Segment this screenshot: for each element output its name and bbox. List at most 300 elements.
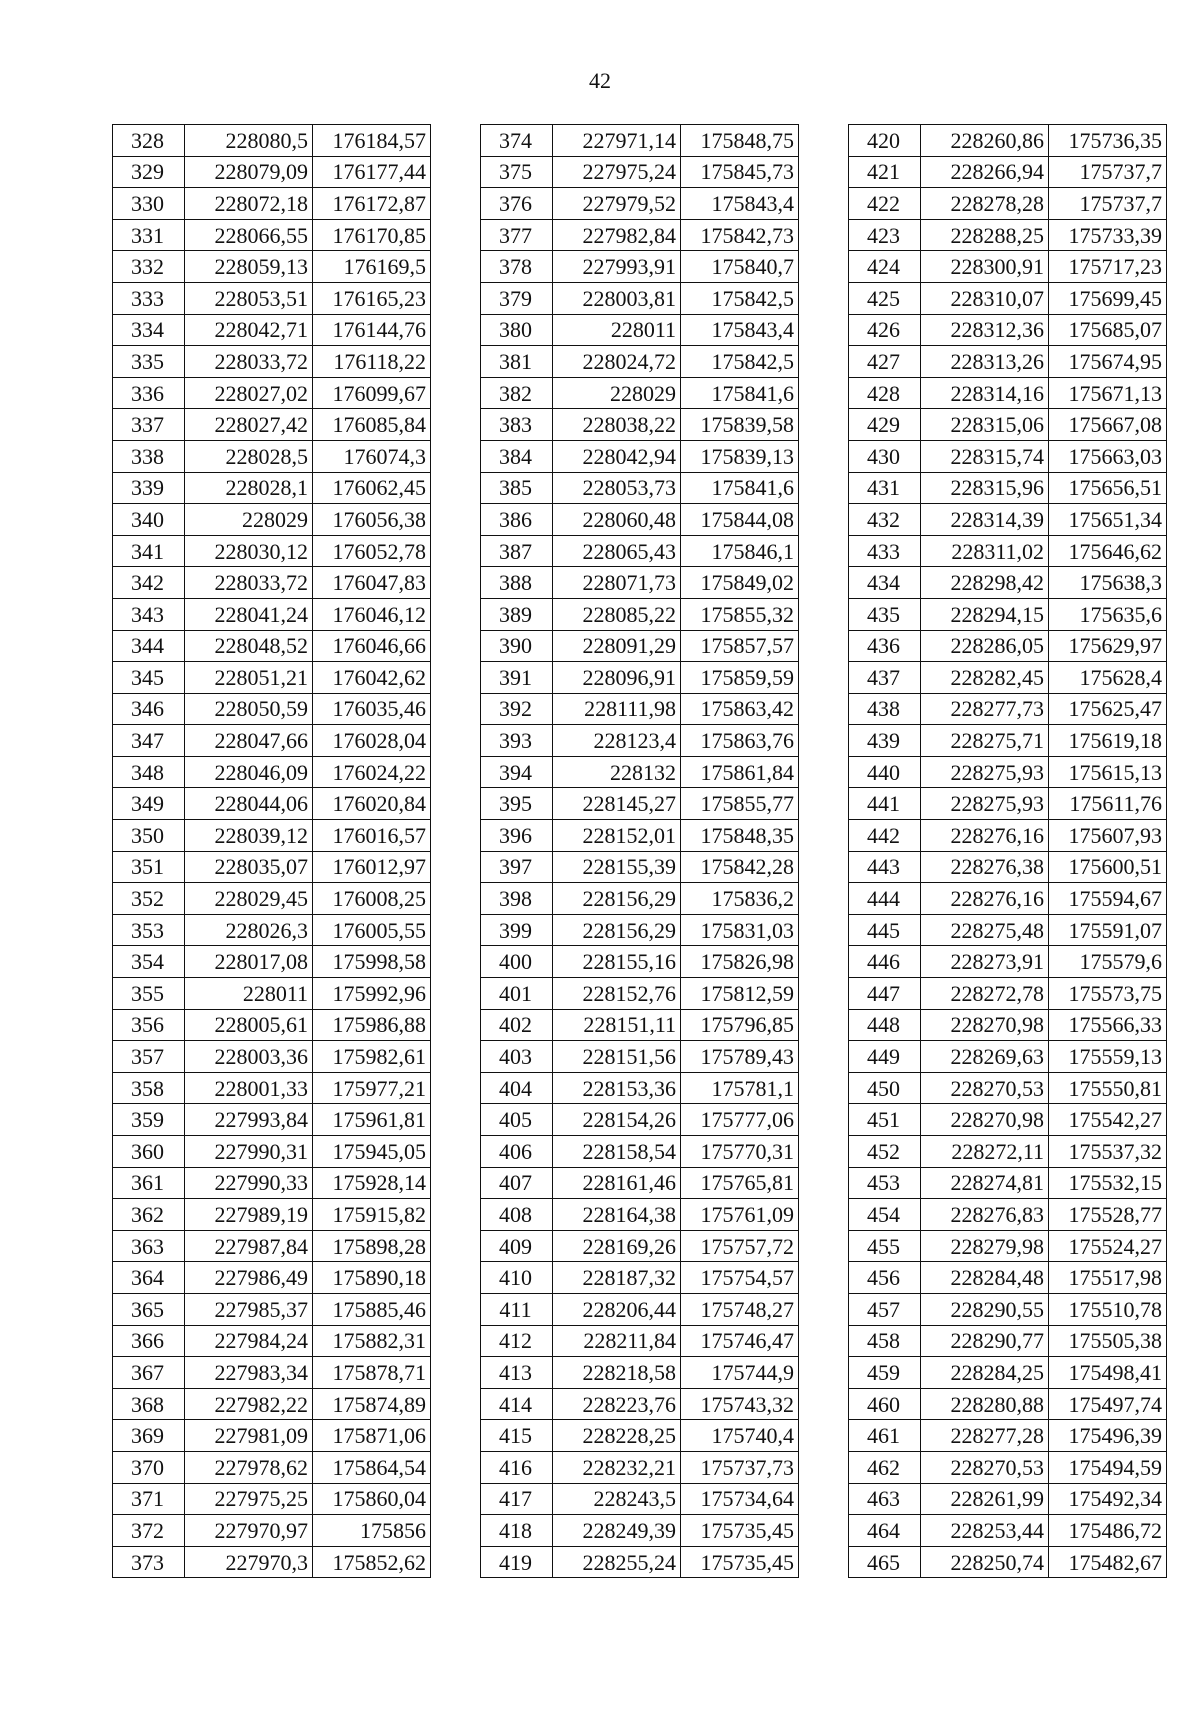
x-coordinate-cell: 228280,88 <box>921 1388 1049 1420</box>
point-number-cell: 424 <box>849 251 921 283</box>
x-coordinate-cell: 227982,22 <box>185 1388 313 1420</box>
x-coordinate-cell: 228096,91 <box>553 662 681 694</box>
point-number-cell: 393 <box>481 725 553 757</box>
x-coordinate-cell: 228169,26 <box>553 1230 681 1262</box>
point-number-cell: 441 <box>849 788 921 820</box>
table-row <box>113 472 431 504</box>
x-coordinate-cell: 228288,25 <box>921 219 1049 251</box>
point-number-cell: 367 <box>113 1357 185 1389</box>
point-number-cell: 407 <box>481 1167 553 1199</box>
point-number-cell: 374 <box>481 125 553 157</box>
table-row <box>849 125 1167 157</box>
x-coordinate-cell: 228274,81 <box>921 1167 1049 1199</box>
table-row <box>849 1546 1167 1578</box>
table-row <box>481 156 799 188</box>
x-coordinate-cell: 228253,44 <box>921 1515 1049 1547</box>
y-coordinate-cell: 175496,39 <box>1049 1420 1167 1452</box>
table-row <box>849 883 1167 915</box>
point-number-cell: 449 <box>849 1041 921 1073</box>
table-row <box>849 504 1167 536</box>
point-number-cell: 361 <box>113 1167 185 1199</box>
y-coordinate-cell: 176056,38 <box>313 504 431 536</box>
table-row <box>481 1325 799 1357</box>
x-coordinate-cell: 228145,27 <box>553 788 681 820</box>
y-coordinate-cell: 175945,05 <box>313 1136 431 1168</box>
x-coordinate-cell: 228091,29 <box>553 630 681 662</box>
table-row <box>113 978 431 1010</box>
y-coordinate-cell: 175845,73 <box>681 156 799 188</box>
y-coordinate-cell: 175505,38 <box>1049 1325 1167 1357</box>
point-number-cell: 419 <box>481 1546 553 1578</box>
y-coordinate-cell: 176099,67 <box>313 377 431 409</box>
point-number-cell: 373 <box>113 1546 185 1578</box>
y-coordinate-cell: 175625,47 <box>1049 693 1167 725</box>
table-row <box>481 1199 799 1231</box>
y-coordinate-cell: 175629,97 <box>1049 630 1167 662</box>
table-row <box>849 820 1167 852</box>
table-row <box>849 1483 1167 1515</box>
point-number-cell: 363 <box>113 1230 185 1262</box>
point-number-cell: 345 <box>113 662 185 694</box>
y-coordinate-cell: 175915,82 <box>313 1199 431 1231</box>
table-row <box>481 820 799 852</box>
x-coordinate-cell: 228187,32 <box>553 1262 681 1294</box>
y-coordinate-cell: 175863,42 <box>681 693 799 725</box>
y-coordinate-cell: 176005,55 <box>313 914 431 946</box>
table-row <box>481 535 799 567</box>
y-coordinate-cell: 176184,57 <box>313 125 431 157</box>
point-number-cell: 377 <box>481 219 553 251</box>
table-row <box>481 978 799 1010</box>
table-row <box>481 1072 799 1104</box>
x-coordinate-cell: 227990,33 <box>185 1167 313 1199</box>
x-coordinate-cell: 227993,84 <box>185 1104 313 1136</box>
y-coordinate-cell: 175842,73 <box>681 219 799 251</box>
table-row <box>113 1009 431 1041</box>
point-number-cell: 356 <box>113 1009 185 1041</box>
y-coordinate-cell: 175789,43 <box>681 1041 799 1073</box>
y-coordinate-cell: 175757,72 <box>681 1230 799 1262</box>
point-number-cell: 389 <box>481 598 553 630</box>
point-number-cell: 395 <box>481 788 553 820</box>
table-row <box>481 693 799 725</box>
y-coordinate-cell: 176047,83 <box>313 567 431 599</box>
x-coordinate-cell: 228250,74 <box>921 1546 1049 1578</box>
point-number-cell: 334 <box>113 314 185 346</box>
point-number-cell: 440 <box>849 756 921 788</box>
x-coordinate-cell: 228038,22 <box>553 409 681 441</box>
y-coordinate-cell: 175863,76 <box>681 725 799 757</box>
table-row <box>481 440 799 472</box>
point-number-cell: 359 <box>113 1104 185 1136</box>
y-coordinate-cell: 176035,46 <box>313 693 431 725</box>
point-number-cell: 380 <box>481 314 553 346</box>
y-coordinate-cell: 175992,96 <box>313 978 431 1010</box>
x-coordinate-cell: 228276,16 <box>921 883 1049 915</box>
table-row <box>849 851 1167 883</box>
y-coordinate-cell: 175857,57 <box>681 630 799 662</box>
y-coordinate-cell: 176062,45 <box>313 472 431 504</box>
table-row <box>481 125 799 157</box>
y-coordinate-cell: 175859,59 <box>681 662 799 694</box>
x-coordinate-cell: 228080,5 <box>185 125 313 157</box>
y-coordinate-cell: 175591,07 <box>1049 914 1167 946</box>
y-coordinate-cell: 175841,6 <box>681 472 799 504</box>
point-number-cell: 379 <box>481 282 553 314</box>
table-row <box>113 1104 431 1136</box>
table-row <box>113 282 431 314</box>
x-coordinate-cell: 228270,53 <box>921 1072 1049 1104</box>
point-number-cell: 400 <box>481 946 553 978</box>
x-coordinate-cell: 228270,98 <box>921 1104 1049 1136</box>
x-coordinate-cell: 228311,02 <box>921 535 1049 567</box>
table-row <box>849 1262 1167 1294</box>
y-coordinate-cell: 176085,84 <box>313 409 431 441</box>
x-coordinate-cell: 228011 <box>185 978 313 1010</box>
table-row <box>849 1388 1167 1420</box>
point-number-cell: 348 <box>113 756 185 788</box>
y-coordinate-cell: 175986,88 <box>313 1009 431 1041</box>
point-number-cell: 422 <box>849 188 921 220</box>
point-number-cell: 333 <box>113 282 185 314</box>
point-number-cell: 360 <box>113 1136 185 1168</box>
table-row <box>113 820 431 852</box>
x-coordinate-cell: 228046,09 <box>185 756 313 788</box>
x-coordinate-cell: 228232,21 <box>553 1451 681 1483</box>
table-row <box>481 1230 799 1262</box>
x-coordinate-cell: 228066,55 <box>185 219 313 251</box>
table-row <box>481 883 799 915</box>
y-coordinate-cell: 175754,57 <box>681 1262 799 1294</box>
table-row <box>481 1420 799 1452</box>
point-number-cell: 386 <box>481 504 553 536</box>
y-coordinate-cell: 175743,32 <box>681 1388 799 1420</box>
point-number-cell: 458 <box>849 1325 921 1357</box>
table-row <box>113 1199 431 1231</box>
y-coordinate-cell: 175874,89 <box>313 1388 431 1420</box>
table-row <box>113 377 431 409</box>
y-coordinate-cell: 175671,13 <box>1049 377 1167 409</box>
point-number-cell: 459 <box>849 1357 921 1389</box>
point-number-cell: 329 <box>113 156 185 188</box>
point-number-cell: 454 <box>849 1199 921 1231</box>
y-coordinate-cell: 175961,81 <box>313 1104 431 1136</box>
x-coordinate-cell: 228156,29 <box>553 883 681 915</box>
point-number-cell: 436 <box>849 630 921 662</box>
y-coordinate-cell: 175860,04 <box>313 1483 431 1515</box>
table-row <box>113 1483 431 1515</box>
table-row <box>849 630 1167 662</box>
point-number-cell: 368 <box>113 1388 185 1420</box>
point-number-cell: 342 <box>113 567 185 599</box>
y-coordinate-cell: 175607,93 <box>1049 820 1167 852</box>
table-row <box>481 188 799 220</box>
x-coordinate-cell: 228024,72 <box>553 346 681 378</box>
point-number-cell: 370 <box>113 1451 185 1483</box>
table-row <box>849 914 1167 946</box>
y-coordinate-cell: 175651,34 <box>1049 504 1167 536</box>
table-row <box>849 1325 1167 1357</box>
x-coordinate-cell: 228047,66 <box>185 725 313 757</box>
x-coordinate-cell: 228039,12 <box>185 820 313 852</box>
y-coordinate-cell: 175898,28 <box>313 1230 431 1262</box>
point-number-cell: 427 <box>849 346 921 378</box>
x-coordinate-cell: 228211,84 <box>553 1325 681 1357</box>
point-number-cell: 410 <box>481 1262 553 1294</box>
table-row <box>481 1041 799 1073</box>
table-row <box>113 535 431 567</box>
y-coordinate-cell: 176042,62 <box>313 662 431 694</box>
point-number-cell: 338 <box>113 440 185 472</box>
x-coordinate-cell: 228315,74 <box>921 440 1049 472</box>
x-coordinate-cell: 228276,38 <box>921 851 1049 883</box>
point-number-cell: 337 <box>113 409 185 441</box>
table-row <box>481 1136 799 1168</box>
y-coordinate-cell: 175812,59 <box>681 978 799 1010</box>
x-coordinate-cell: 228298,42 <box>921 567 1049 599</box>
y-coordinate-cell: 176052,78 <box>313 535 431 567</box>
y-coordinate-cell: 176177,44 <box>313 156 431 188</box>
x-coordinate-cell: 228059,13 <box>185 251 313 283</box>
y-coordinate-cell: 175836,2 <box>681 883 799 915</box>
point-number-cell: 452 <box>849 1136 921 1168</box>
point-number-cell: 404 <box>481 1072 553 1104</box>
table-row <box>113 1451 431 1483</box>
table-row <box>849 1072 1167 1104</box>
x-coordinate-cell: 228282,45 <box>921 662 1049 694</box>
point-number-cell: 408 <box>481 1199 553 1231</box>
table-row <box>849 1420 1167 1452</box>
y-coordinate-cell: 175826,98 <box>681 946 799 978</box>
point-number-cell: 418 <box>481 1515 553 1547</box>
point-number-cell: 358 <box>113 1072 185 1104</box>
x-coordinate-cell: 228312,36 <box>921 314 1049 346</box>
table-row <box>481 282 799 314</box>
table-row <box>113 188 431 220</box>
x-coordinate-cell: 228079,09 <box>185 156 313 188</box>
y-coordinate-cell: 175856 <box>313 1515 431 1547</box>
x-coordinate-cell: 228123,4 <box>553 725 681 757</box>
table-row <box>481 851 799 883</box>
point-number-cell: 450 <box>849 1072 921 1104</box>
y-coordinate-cell: 176170,85 <box>313 219 431 251</box>
y-coordinate-cell: 175510,78 <box>1049 1293 1167 1325</box>
y-coordinate-cell: 175861,84 <box>681 756 799 788</box>
point-number-cell: 354 <box>113 946 185 978</box>
x-coordinate-cell: 228275,48 <box>921 914 1049 946</box>
table-row <box>113 851 431 883</box>
point-number-cell: 453 <box>849 1167 921 1199</box>
coordinate-table-2 <box>480 124 799 1578</box>
y-coordinate-cell: 176046,66 <box>313 630 431 662</box>
y-coordinate-cell: 175748,27 <box>681 1293 799 1325</box>
point-number-cell: 411 <box>481 1293 553 1325</box>
table-row <box>113 1167 431 1199</box>
x-coordinate-cell: 228284,48 <box>921 1262 1049 1294</box>
point-number-cell: 394 <box>481 756 553 788</box>
x-coordinate-cell: 227970,97 <box>185 1515 313 1547</box>
x-coordinate-cell: 227975,25 <box>185 1483 313 1515</box>
point-number-cell: 376 <box>481 188 553 220</box>
y-coordinate-cell: 175848,35 <box>681 820 799 852</box>
x-coordinate-cell: 228051,21 <box>185 662 313 694</box>
y-coordinate-cell: 175841,6 <box>681 377 799 409</box>
x-coordinate-cell: 228003,81 <box>553 282 681 314</box>
point-number-cell: 447 <box>849 978 921 1010</box>
point-number-cell: 463 <box>849 1483 921 1515</box>
point-number-cell: 375 <box>481 156 553 188</box>
table-row <box>113 756 431 788</box>
point-number-cell: 405 <box>481 1104 553 1136</box>
table-row <box>481 914 799 946</box>
y-coordinate-cell: 175628,4 <box>1049 662 1167 694</box>
y-coordinate-cell: 175882,31 <box>313 1325 431 1357</box>
point-number-cell: 387 <box>481 535 553 567</box>
x-coordinate-cell: 228314,39 <box>921 504 1049 536</box>
table-row <box>113 1041 431 1073</box>
y-coordinate-cell: 175537,32 <box>1049 1136 1167 1168</box>
x-coordinate-cell: 228275,71 <box>921 725 1049 757</box>
y-coordinate-cell: 176012,97 <box>313 851 431 883</box>
x-coordinate-cell: 228005,61 <box>185 1009 313 1041</box>
x-coordinate-cell: 227984,24 <box>185 1325 313 1357</box>
point-number-cell: 351 <box>113 851 185 883</box>
x-coordinate-cell: 228050,59 <box>185 693 313 725</box>
table-row <box>849 219 1167 251</box>
y-coordinate-cell: 175890,18 <box>313 1262 431 1294</box>
table-row <box>113 440 431 472</box>
point-number-cell: 362 <box>113 1199 185 1231</box>
x-coordinate-cell: 228294,15 <box>921 598 1049 630</box>
y-coordinate-cell: 175524,27 <box>1049 1230 1167 1262</box>
point-number-cell: 431 <box>849 472 921 504</box>
coordinate-table-3 <box>848 124 1167 1578</box>
x-coordinate-cell: 227970,3 <box>185 1546 313 1578</box>
x-coordinate-cell: 228310,07 <box>921 282 1049 314</box>
point-number-cell: 330 <box>113 188 185 220</box>
y-coordinate-cell: 175871,06 <box>313 1420 431 1452</box>
point-number-cell: 438 <box>849 693 921 725</box>
y-coordinate-cell: 175566,33 <box>1049 1009 1167 1041</box>
x-coordinate-cell: 227986,49 <box>185 1262 313 1294</box>
x-coordinate-cell: 228155,16 <box>553 946 681 978</box>
point-number-cell: 335 <box>113 346 185 378</box>
table-row <box>481 1451 799 1483</box>
y-coordinate-cell: 176169,5 <box>313 251 431 283</box>
y-coordinate-cell: 175486,72 <box>1049 1515 1167 1547</box>
table-row <box>481 1104 799 1136</box>
table-row <box>481 662 799 694</box>
x-coordinate-cell: 228132 <box>553 756 681 788</box>
table-row <box>849 662 1167 694</box>
point-number-cell: 388 <box>481 567 553 599</box>
x-coordinate-cell: 228048,52 <box>185 630 313 662</box>
x-coordinate-cell: 228276,16 <box>921 820 1049 852</box>
x-coordinate-cell: 228272,11 <box>921 1136 1049 1168</box>
x-coordinate-cell: 228042,94 <box>553 440 681 472</box>
point-number-cell: 378 <box>481 251 553 283</box>
y-coordinate-cell: 176024,22 <box>313 756 431 788</box>
y-coordinate-cell: 175685,07 <box>1049 314 1167 346</box>
y-coordinate-cell: 175638,3 <box>1049 567 1167 599</box>
table-row <box>849 598 1167 630</box>
point-number-cell: 399 <box>481 914 553 946</box>
x-coordinate-cell: 228270,98 <box>921 1009 1049 1041</box>
table-row <box>849 188 1167 220</box>
table-row <box>113 314 431 346</box>
table-row <box>849 1451 1167 1483</box>
x-coordinate-cell: 228277,73 <box>921 693 1049 725</box>
point-number-cell: 384 <box>481 440 553 472</box>
point-number-cell: 451 <box>849 1104 921 1136</box>
table-row <box>849 1293 1167 1325</box>
x-coordinate-cell: 228028,5 <box>185 440 313 472</box>
point-number-cell: 365 <box>113 1293 185 1325</box>
point-number-cell: 385 <box>481 472 553 504</box>
x-coordinate-cell: 227975,24 <box>553 156 681 188</box>
x-coordinate-cell: 228060,48 <box>553 504 681 536</box>
x-coordinate-cell: 228243,5 <box>553 1483 681 1515</box>
x-coordinate-cell: 227979,52 <box>553 188 681 220</box>
y-coordinate-cell: 176118,22 <box>313 346 431 378</box>
x-coordinate-cell: 228249,39 <box>553 1515 681 1547</box>
point-number-cell: 433 <box>849 535 921 567</box>
x-coordinate-cell: 228277,28 <box>921 1420 1049 1452</box>
y-coordinate-cell: 175579,6 <box>1049 946 1167 978</box>
table-row <box>113 1230 431 1262</box>
table-row <box>481 1388 799 1420</box>
x-coordinate-cell: 228290,77 <box>921 1325 1049 1357</box>
point-number-cell: 434 <box>849 567 921 599</box>
y-coordinate-cell: 175842,28 <box>681 851 799 883</box>
point-number-cell: 381 <box>481 346 553 378</box>
y-coordinate-cell: 175550,81 <box>1049 1072 1167 1104</box>
y-coordinate-cell: 175656,51 <box>1049 472 1167 504</box>
table-row <box>849 1167 1167 1199</box>
x-coordinate-cell: 228111,98 <box>553 693 681 725</box>
x-coordinate-cell: 228029 <box>553 377 681 409</box>
table-row <box>113 504 431 536</box>
point-number-cell: 412 <box>481 1325 553 1357</box>
x-coordinate-cell: 228255,24 <box>553 1546 681 1578</box>
table-row <box>113 662 431 694</box>
x-coordinate-cell: 228151,56 <box>553 1041 681 1073</box>
point-number-cell: 443 <box>849 851 921 883</box>
y-coordinate-cell: 176046,12 <box>313 598 431 630</box>
table-row <box>849 1199 1167 1231</box>
point-number-cell: 455 <box>849 1230 921 1262</box>
y-coordinate-cell: 175619,18 <box>1049 725 1167 757</box>
x-coordinate-cell: 228017,08 <box>185 946 313 978</box>
x-coordinate-cell: 228260,86 <box>921 125 1049 157</box>
x-coordinate-cell: 228275,93 <box>921 756 1049 788</box>
point-number-cell: 409 <box>481 1230 553 1262</box>
table-row <box>481 346 799 378</box>
y-coordinate-cell: 175777,06 <box>681 1104 799 1136</box>
point-number-cell: 364 <box>113 1262 185 1294</box>
point-number-cell: 416 <box>481 1451 553 1483</box>
table-row <box>113 1072 431 1104</box>
x-coordinate-cell: 228152,01 <box>553 820 681 852</box>
y-coordinate-cell: 175646,62 <box>1049 535 1167 567</box>
table-row <box>849 440 1167 472</box>
x-coordinate-cell: 228003,36 <box>185 1041 313 1073</box>
x-coordinate-cell: 228044,06 <box>185 788 313 820</box>
x-coordinate-cell: 228027,42 <box>185 409 313 441</box>
table-row <box>113 693 431 725</box>
y-coordinate-cell: 175735,45 <box>681 1546 799 1578</box>
table-row <box>849 535 1167 567</box>
